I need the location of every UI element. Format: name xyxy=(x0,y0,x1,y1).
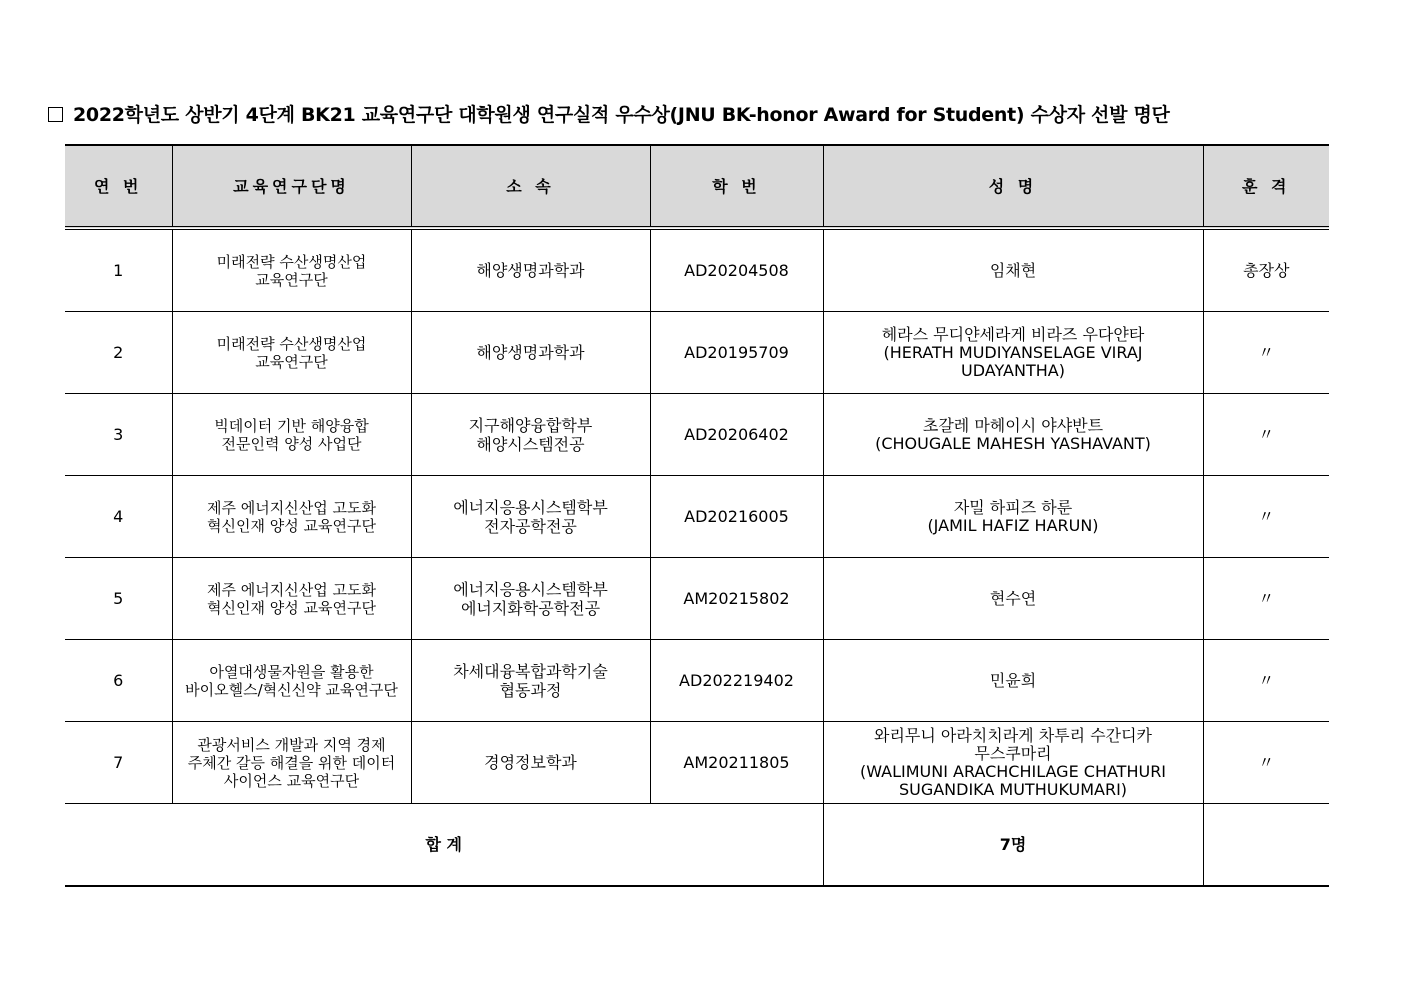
cell-dept: 지구해양융합학부 해양시스템전공 xyxy=(411,394,650,476)
cell-name: 민윤희 xyxy=(823,640,1203,722)
table-header-row xyxy=(65,145,1329,228)
cell-student-id: AD20204508 xyxy=(650,228,823,312)
cell-name: 임채현 xyxy=(823,228,1203,312)
cell-award: 〃 xyxy=(1203,722,1329,804)
table-row xyxy=(65,558,1329,640)
table-row xyxy=(65,228,1329,312)
cell-name: 와리무니 아라치치라게 차투리 수간디카 무스쿠마리 (WALIMUNI ARACHCHILAGE CHATHURI SUGANDIKA MUTHUKUMARI) xyxy=(823,722,1203,804)
cell-name: 현수연 xyxy=(823,558,1203,640)
cell-group: 빅데이터 기반 해양융합 전문인력 양성 사업단 xyxy=(172,394,411,476)
cell-group: 제주 에너지신산업 고도화 혁신인재 양성 교육연구단 xyxy=(172,476,411,558)
table-row xyxy=(65,640,1329,722)
cell-name: 헤라스 무디얀세라게 비라즈 우다얀타 (HERATH MUDIYANSELAGE VIRAJ UDAYANTHA) xyxy=(823,312,1203,394)
cell-no: 4 xyxy=(65,476,172,558)
total-label: 합 계 xyxy=(65,804,823,887)
table-row xyxy=(65,722,1329,804)
cell-no: 6 xyxy=(65,640,172,722)
header-award: 훈 격 xyxy=(1203,145,1329,228)
header-name: 성 명 xyxy=(823,145,1203,228)
cell-dept: 해양생명과학과 xyxy=(411,312,650,394)
header-dept: 소 속 xyxy=(411,145,650,228)
cell-dept: 에너지응용시스템학부 에너지화학공학전공 xyxy=(411,558,650,640)
cell-student-id: AM20211805 xyxy=(650,722,823,804)
cell-student-id: AD202219402 xyxy=(650,640,823,722)
cell-no: 1 xyxy=(65,228,172,312)
cell-dept: 차세대융복합과학기술 협동과정 xyxy=(411,640,650,722)
table-row xyxy=(65,476,1329,558)
cell-no: 3 xyxy=(65,394,172,476)
total-count: 7명 xyxy=(823,804,1203,887)
checkbox-square-icon xyxy=(48,107,63,122)
cell-student-id: AD20206402 xyxy=(650,394,823,476)
cell-dept: 에너지응용시스템학부 전자공학전공 xyxy=(411,476,650,558)
award-recipients-table xyxy=(65,144,1329,887)
cell-group: 관광서비스 개발과 지역 경제 주체간 갈등 해결을 위한 데이터 사이언스 교육연구단 xyxy=(172,722,411,804)
cell-group: 미래전략 수산생명산업 교육연구단 xyxy=(172,228,411,312)
cell-name: 초갈레 마헤이시 야샤반트 (CHOUGALE MAHESH YASHAVANT) xyxy=(823,394,1203,476)
table-row xyxy=(65,312,1329,394)
header-student-id: 학 번 xyxy=(650,145,823,228)
total-row xyxy=(65,804,1329,887)
cell-group: 미래전략 수산생명산업 교육연구단 xyxy=(172,312,411,394)
table-row xyxy=(65,394,1329,476)
cell-dept: 해양생명과학과 xyxy=(411,228,650,312)
header-no: 연 번 xyxy=(65,145,172,228)
cell-no: 2 xyxy=(65,312,172,394)
cell-award: 〃 xyxy=(1203,312,1329,394)
cell-name: 자밀 하피즈 하룬 (JAMIL HAFIZ HARUN) xyxy=(823,476,1203,558)
cell-no: 7 xyxy=(65,722,172,804)
cell-student-id: AD20195709 xyxy=(650,312,823,394)
cell-award: 〃 xyxy=(1203,558,1329,640)
cell-student-id: AD20216005 xyxy=(650,476,823,558)
header-group: 교육연구단명 xyxy=(172,145,411,228)
cell-award: 〃 xyxy=(1203,640,1329,722)
cell-award: 〃 xyxy=(1203,476,1329,558)
cell-award: 총장상 xyxy=(1203,228,1329,312)
cell-dept: 경영정보학과 xyxy=(411,722,650,804)
document-title xyxy=(48,100,1170,127)
cell-group: 아열대생물자원을 활용한 바이오헬스/혁신신약 교육연구단 xyxy=(172,640,411,722)
document-title-text: 2022학년도 상반기 4단계 BK21 교육연구단 대학원생 연구실적 우수상(JNU BK-honor Award for Student) 수상자 선발 명단 xyxy=(73,104,1170,126)
cell-award: 〃 xyxy=(1203,394,1329,476)
cell-no: 5 xyxy=(65,558,172,640)
cell-group: 제주 에너지신산업 고도화 혁신인재 양성 교육연구단 xyxy=(172,558,411,640)
cell-student-id: AM20215802 xyxy=(650,558,823,640)
total-award xyxy=(1203,804,1329,887)
